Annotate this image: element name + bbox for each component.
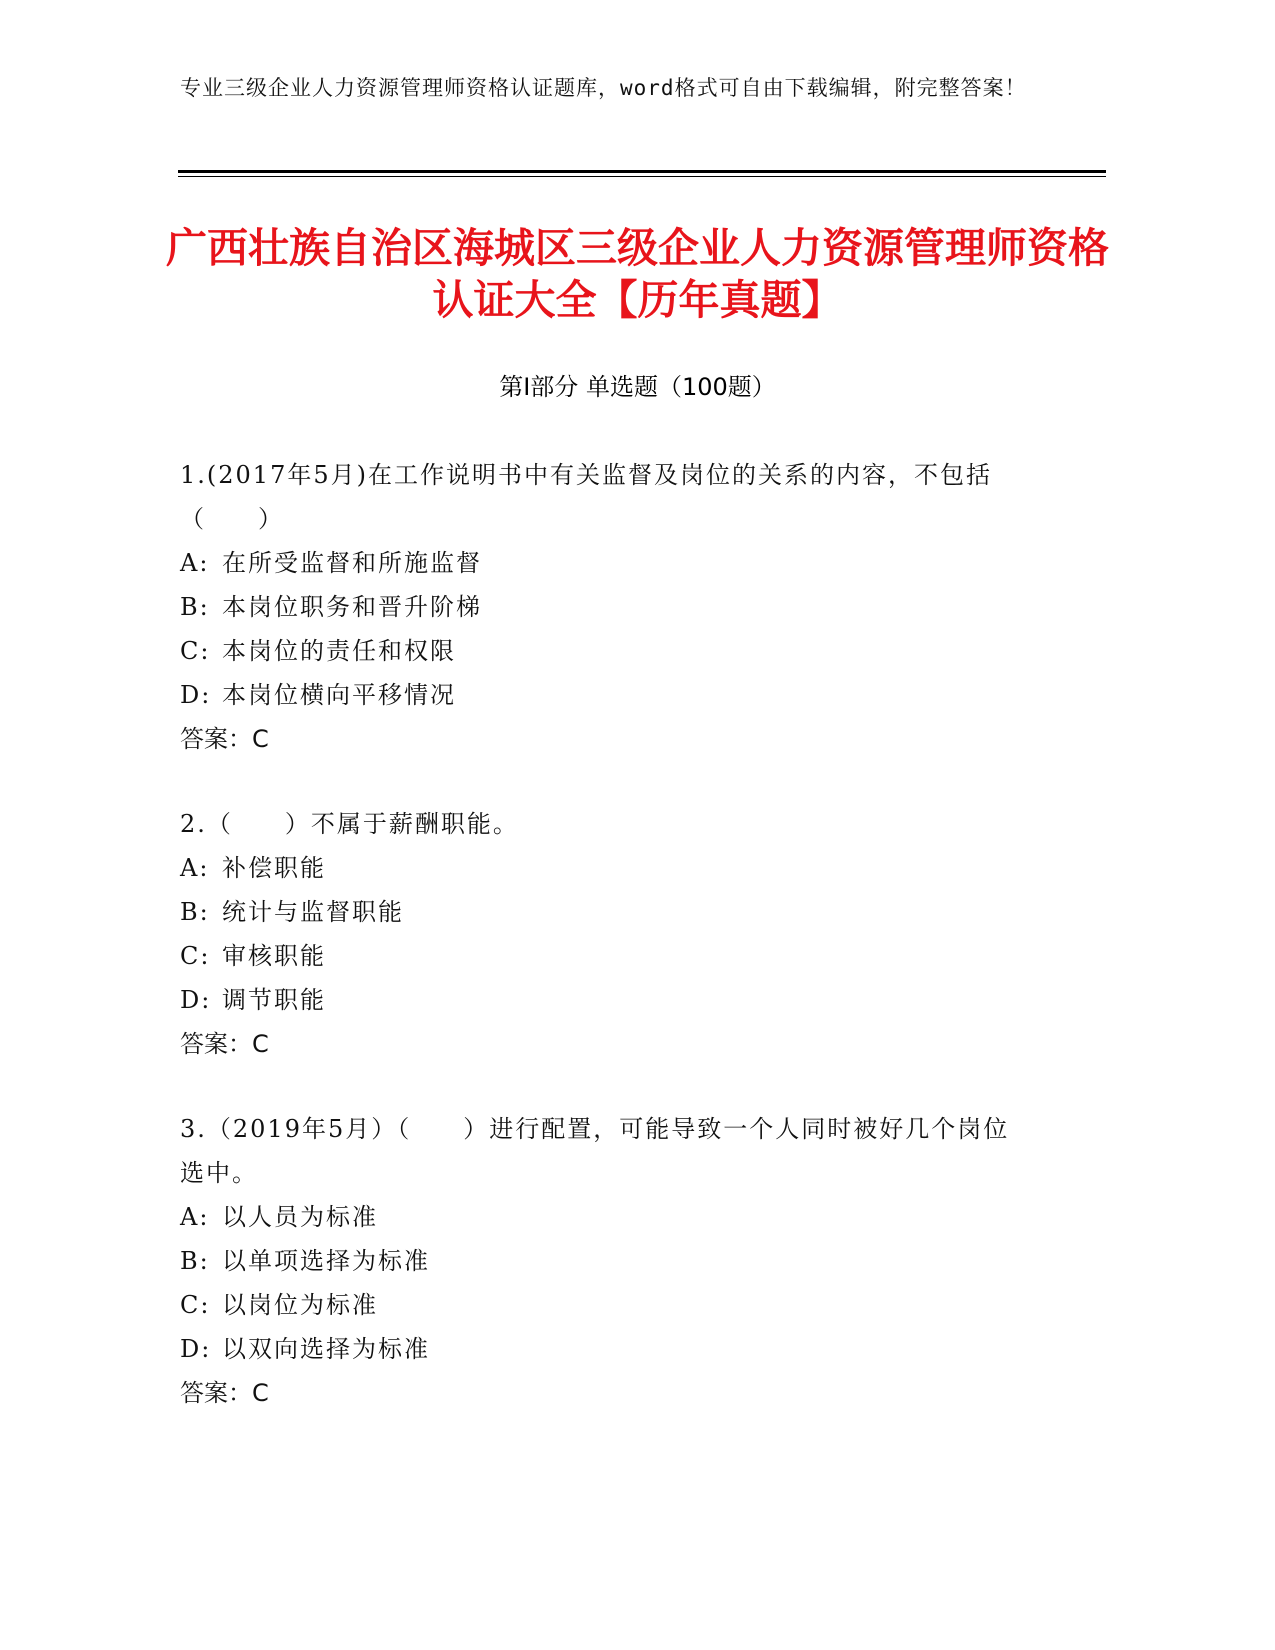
option-key: C:	[180, 942, 211, 970]
section-heading: 第I部分 单选题（100题）	[499, 373, 776, 401]
question-stem: 2.（ ）不属于薪酬职能。	[180, 810, 519, 838]
option-text: 本岗位职务和晋升阶梯	[222, 593, 482, 621]
option-key: A:	[180, 1203, 210, 1231]
option-text: 以单项选择为标准	[222, 1247, 430, 1275]
header-divider-thin	[178, 176, 1106, 177]
option-key: D:	[180, 986, 212, 1014]
option-text: 本岗位的责任和权限	[222, 637, 456, 665]
question-block	[180, 802, 1030, 1066]
option-d	[180, 978, 1030, 1022]
option-text: 以人员为标准	[222, 1203, 378, 1231]
option-text: 以双向选择为标准	[222, 1335, 430, 1363]
option-text: 以岗位为标准	[222, 1291, 378, 1319]
option-text: 统计与监督职能	[222, 898, 404, 926]
question-block	[180, 453, 1030, 761]
header-note: 专业三级企业人力资源管理师资格认证题库，word格式可自由下载编辑，附完整答案！	[180, 76, 1027, 100]
option-b	[180, 585, 1030, 629]
option-c	[180, 629, 1030, 673]
header-divider-thick	[178, 170, 1106, 173]
option-key: A:	[180, 549, 210, 577]
question-stem: 3.（2019年5月）（ ）进行配置，可能导致一个人同时被好几个岗位选中。	[180, 1115, 1010, 1187]
answer: 答案：C	[180, 1030, 269, 1058]
question-stem: 1.(2017年5月)在工作说明书中有关监督及岗位的关系的内容，不包括（ ）	[180, 461, 992, 533]
option-c	[180, 934, 1030, 978]
option-d	[180, 673, 1030, 717]
question-block	[180, 1107, 1030, 1415]
option-key: C:	[180, 1291, 211, 1319]
answer: 答案：C	[180, 1379, 269, 1407]
option-b	[180, 1239, 1030, 1283]
option-b	[180, 890, 1030, 934]
option-text: 在所受监督和所施监督	[222, 549, 482, 577]
option-key: C:	[180, 637, 211, 665]
option-key: B:	[180, 593, 210, 621]
option-text: 审核职能	[222, 942, 326, 970]
answer: 答案：C	[180, 725, 269, 753]
document-title: 广西壮族自治区海城区三级企业人力资源管理师资格认证大全【历年真题】	[166, 224, 1109, 324]
option-text: 调节职能	[222, 986, 326, 1014]
option-key: A:	[180, 854, 210, 882]
option-text: 本岗位横向平移情况	[222, 681, 456, 709]
option-c	[180, 1283, 1030, 1327]
option-key: D:	[180, 681, 212, 709]
option-a	[180, 846, 1030, 890]
option-key: B:	[180, 1247, 210, 1275]
option-a	[180, 541, 1030, 585]
option-text: 补偿职能	[222, 854, 326, 882]
option-key: B:	[180, 898, 210, 926]
option-key: D:	[180, 1335, 212, 1363]
option-d	[180, 1327, 1030, 1371]
option-a	[180, 1195, 1030, 1239]
